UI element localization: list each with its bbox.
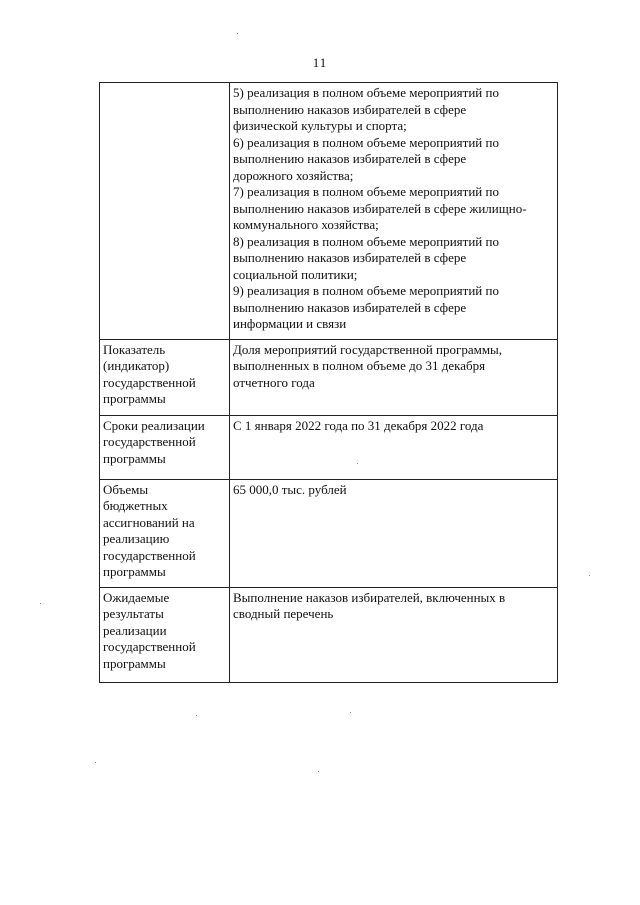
value-line: выполнению наказов избирателей в сфере xyxy=(233,101,467,117)
value-line: отчетного года xyxy=(233,374,315,390)
value-line: выполнению наказов избирателей в сфере xyxy=(233,250,467,265)
label-line: бюджетных xyxy=(103,498,168,513)
value-line: выполнению наказов избирателей в сфере xyxy=(233,299,467,315)
label-cell xyxy=(100,83,230,340)
program-passport-table xyxy=(99,82,558,683)
value-line: 6) реализация в полном объеме мероприятий по xyxy=(233,134,499,150)
label-line: Ожидаемые xyxy=(103,589,170,605)
value-cell xyxy=(230,587,558,682)
value-cell xyxy=(230,339,558,415)
value-line: 8) реализация в полном объеме мероприятий по xyxy=(233,233,499,249)
label-line: программы xyxy=(103,564,166,579)
value-line: выполнению наказов избирателей в сфере xyxy=(233,151,467,166)
value-line: 65 000,0 тыс. рублей xyxy=(233,481,347,497)
label-line: Объемы xyxy=(103,481,149,497)
label-line: программы xyxy=(103,450,166,466)
scan-speck xyxy=(196,715,197,716)
label-line: результаты xyxy=(103,606,164,621)
label-line: программы xyxy=(103,391,166,406)
value-line: 7) реализация в полном объеме мероприятий по xyxy=(233,184,499,199)
value-line: коммунального хозяйства; xyxy=(233,217,379,232)
value-line: физической культуры и спорта; xyxy=(233,118,407,133)
scan-speck xyxy=(237,33,238,34)
label-line: государственной xyxy=(103,547,196,563)
label-line: ассигнований на xyxy=(103,514,195,530)
value-cell xyxy=(230,83,558,340)
scan-speck xyxy=(357,463,358,464)
value-line: дорожного хозяйства; xyxy=(233,167,354,183)
value-cell xyxy=(230,479,558,587)
table-row xyxy=(100,479,558,587)
value-line: 5) реализация в полном объеме мероприятий по xyxy=(233,85,499,100)
value-cell xyxy=(230,415,558,479)
scan-speck xyxy=(589,575,590,576)
label-cell xyxy=(100,339,230,415)
value-line: информации и связи xyxy=(233,316,347,331)
value-line: С 1 января 2022 года по 31 декабря 2022 года xyxy=(233,417,484,433)
scan-speck xyxy=(40,603,41,604)
label-cell xyxy=(100,479,230,587)
scan-speck xyxy=(95,762,96,763)
value-line: Выполнение наказов избирателей, включенных в xyxy=(233,589,506,605)
table-row xyxy=(100,83,558,340)
label-line: государственной xyxy=(103,639,196,654)
value-line: выполнению наказов избирателей в сфере жилищно- xyxy=(233,200,527,216)
label-cell xyxy=(100,415,230,479)
label-line: Показатель xyxy=(103,341,166,357)
label-line: государственной xyxy=(103,434,196,449)
scan-speck xyxy=(350,712,351,713)
value-line: сводный перечень xyxy=(233,606,334,621)
scan-speck xyxy=(318,771,319,772)
value-line: Доля мероприятий государственной программы, xyxy=(233,341,503,357)
label-line: реализации xyxy=(103,622,167,638)
page-number: 11 xyxy=(312,55,328,70)
value-line: 9) реализация в полном объеме мероприятий по xyxy=(233,283,499,298)
label-line: государственной xyxy=(103,374,196,390)
table-row xyxy=(100,339,558,415)
value-line: социальной политики; xyxy=(233,266,358,282)
value-line: выполненных в полном объеме до 31 декабря xyxy=(233,358,486,373)
table-row xyxy=(100,415,558,479)
label-line: реализацию xyxy=(103,531,170,546)
table-row xyxy=(100,587,558,682)
label-line: Сроки реализации xyxy=(103,417,205,433)
label-cell xyxy=(100,587,230,682)
label-line: (индикатор) xyxy=(103,358,170,373)
label-line: программы xyxy=(103,655,166,671)
